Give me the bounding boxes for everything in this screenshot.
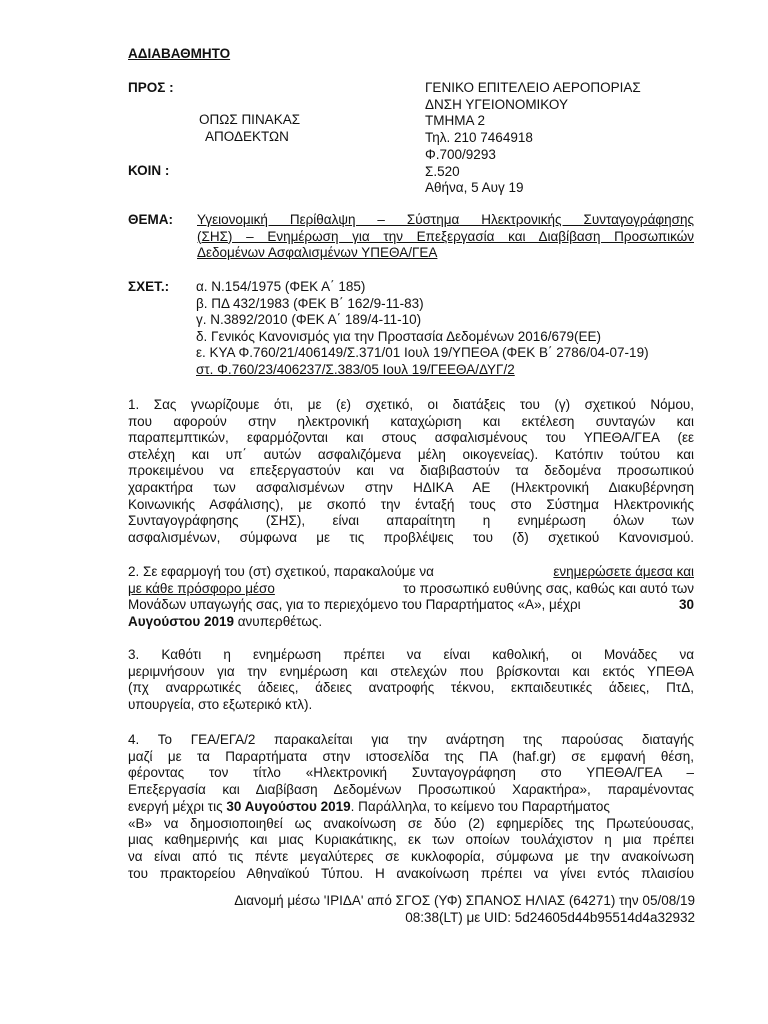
sender-line: Τηλ. 210 7464918 <box>425 130 533 146</box>
subject-line: Υγειονομική Περίθαλψη – Σύστημα Ηλεκτρονικής Συνταγογράφησης <box>197 212 694 227</box>
paragraph-line: προκειμένου να επεξεργαστούν και να διαβιβαστούν τα δεδομένα προσωπικού <box>128 463 694 479</box>
references-list <box>196 279 649 379</box>
paragraph-line: Αυγούστου 2019 ανυπερθέτως. <box>128 614 323 630</box>
sender-line: Φ.700/9293 <box>425 146 496 162</box>
paragraph-line: χαρακτήρα των ασφαλισμένων στην ΗΔΙΚΑ ΑΕ (Ηλεκτρονική Διακυβέρνηση <box>128 479 694 495</box>
paragraph-2 <box>128 564 694 631</box>
paragraph-line: φέροντας τον τίτλο «Ηλεκτρονική Συνταγογράφηση στο ΥΠΕΘΑ/ΓΕΑ – <box>128 765 694 781</box>
reference-item: γ. Ν.3892/2010 (ΦΕΚ Α΄ 189/4-11-10) <box>196 312 422 328</box>
reference-item: α. Ν.154/1975 (ΦΕΚ Α΄ 185) <box>196 279 366 294</box>
paragraph-line: «Β» να δημοσιοποιηθεί ως ανακοίνωση σε δύο (2) εφημερίδες της Πρωτεύουσας, <box>128 815 694 831</box>
paragraph-line: Κοινωνικής Ασφάλισης), με σκοπό την ένταξή τους στο Σύστημα Ηλεκτρονικής <box>128 496 694 512</box>
paragraph-line: 3. Καθότι η ενημέρωση πρέπει να είναι καθολική, οι Μονάδες να <box>128 647 694 662</box>
paragraph-line: (πχ αναρρωτικές άδειες, άδειες ανατροφής τέκνου, εκπαιδευτικές άδειες, ΠτΔ, <box>128 680 694 696</box>
distribution-footer <box>234 892 695 926</box>
paragraph-4 <box>128 732 694 882</box>
paragraph-line: παραπεμπτικών, εφαρμόζονται και στους ασφαλισμένους του ΥΠΕΘΑ/ΓΕΑ (εε <box>128 430 694 446</box>
sender-line: ΓΕΝΙΚΟ ΕΠΙΤΕΛΕΙΟ ΑΕΡΟΠΟΡΙΑΣ <box>425 80 641 95</box>
paragraph-line: ασφαλισμένων, σύμφωνα με τις προβλέψεις του (δ) σχετικού Κανονισμού. <box>128 529 694 545</box>
paragraph-line: Επεξεργασία και Διαβίβαση Δεδομένων Προσωπικού Χαρακτήρα», παραμένοντας <box>128 782 694 798</box>
paragraph-1 <box>128 397 694 546</box>
paragraph-line: μαζί με τα Παραρτήματα στην ιστοσελίδα της ΠΑ (haf.gr) σε εμφανή θέση, <box>128 748 694 764</box>
recipients-line-2: ΑΠΟΔΕΚΤΩΝ <box>205 129 289 144</box>
sender-block <box>425 80 641 197</box>
sender-line: Αθήνα, 5 Αυγ 19 <box>425 180 524 196</box>
paragraph-line: στελέχη και υπ΄ αυτών ασφαλιζόμενα μέλη οικογενείας). Κατόπιν τούτου και <box>128 446 694 462</box>
paragraph-line: Μονάδων υπαγωγής σας, για το περιεχόμενο του Παραρτήματος «Α», μέχρι 30 <box>128 597 694 613</box>
paragraph-line: υπουργεία, στο εξωτερικό κτλ). <box>128 697 313 713</box>
paragraph-line: 2. Σε εφαρμογή του (στ) σχετικού, παρακαλούμε να ενημερώσετε άμεσα και <box>128 564 694 579</box>
paragraph-line: ενεργή μέχρι τις 30 Αυγούστου 2019. Παράλληλα, το κείμενο του Παραρτήματος <box>128 798 610 814</box>
sender-line: ΤΜΗΜΑ 2 <box>425 113 486 129</box>
paragraph-line: 4. Το ΓΕΑ/ΕΓΑ/2 παρακαλείται για την ανάρτηση της παρούσας διαταγής <box>128 732 694 747</box>
paragraph-line: που αφορούν στην ηλεκτρονική καταχώριση και εκτέλεση συνταγών και <box>128 413 694 429</box>
paragraph-line: του πρακτορείου Αθηναϊκού Τύπου. Η ανακοίνωση πρέπει να γίνει εντός πλαισίου <box>128 865 694 881</box>
sender-line: ΔΝΣΗ ΥΓΕΙΟΝΟΜΙΚΟΥ <box>425 96 568 112</box>
reference-item: δ. Γενικός Κανονισμός για την Προστασία Δεδομένων 2016/679(ΕΕ) <box>196 328 602 344</box>
subject-line: Δεδομένων Ασφαλισμένων ΥΠΕΘΑ/ΓΕΑ <box>197 245 438 260</box>
subject-label: ΘΕΜΑ: <box>128 212 173 227</box>
classification-label: ΑΔΙΑΒΑΘΜΗΤΟ <box>128 46 231 61</box>
distribution-line: Διανομή μέσω 'ΙΡΙΔΑ' από ΣΓΟΣ (ΥΦ) ΣΠΑΝΟΣ ΗΛΙΑΣ (64271) την 05/08/19 <box>234 893 695 908</box>
sender-line: Σ.520 <box>425 163 460 179</box>
paragraph-line: μιας καθημερινής και μιας Κυριακάτικης, εκ των οποίων τουλάχιστον η μια πρέπει <box>128 832 694 848</box>
paragraph-line: Συνταγογράφησης (ΣΗΣ), είναι απαραίτητη η ενημέρωση όλων των <box>128 513 694 529</box>
recipients-line-1: ΟΠΩΣ ΠΙΝΑΚΑΣ <box>199 112 301 127</box>
reference-item: β. ΠΔ 432/1983 (ΦΕΚ Β΄ 162/9-11-83) <box>196 295 424 311</box>
distribution-line: 08:38(LT) με UID: 5d24605d44b95514d4a32932 <box>405 910 695 925</box>
koin-label: ΚΟΙΝ : <box>128 163 170 178</box>
to-label: ΠΡΟΣ : <box>128 80 174 95</box>
paragraph-3 <box>128 647 694 714</box>
paragraph-line: μεριμνήσουν για την ενημέρωση και στελεχών που βρίσκονται και εκτός ΥΠΕΘΑ <box>128 663 694 679</box>
paragraph-line: με κάθε πρόσφορο μέσο το προσωπικό ευθύνης σας, καθώς και αυτό των <box>128 580 694 596</box>
paragraph-line: να είναι από τις πέντε μεγαλύτερες σε κυκλοφορία, σύμφωνα με την ανακοίνωση <box>128 848 694 864</box>
reference-item: στ. Φ.760/23/406237/Σ.383/05 Ιουλ 19/ΓΕΕΘΑ/ΔΥΓ/2 <box>196 361 515 377</box>
paragraph-line: 1. Σας γνωρίζουμε ότι, με (ε) σχετικό, οι διατάξεις του (γ) σχετικού Νόμου, <box>128 397 694 412</box>
reference-item: ε. ΚΥΑ Φ.760/21/406149/Σ.371/01 Ιουλ 19/ΥΠΕΘΑ (ΦΕΚ Β΄ 2786/04-07-19) <box>196 345 649 361</box>
subject-line: (ΣΗΣ) – Ενημέρωση για την Επεξεργασία και Διαβίβαση Προσωπικών <box>197 228 694 244</box>
subject-text <box>197 212 694 262</box>
references-label: ΣΧΕΤ.: <box>128 279 170 294</box>
